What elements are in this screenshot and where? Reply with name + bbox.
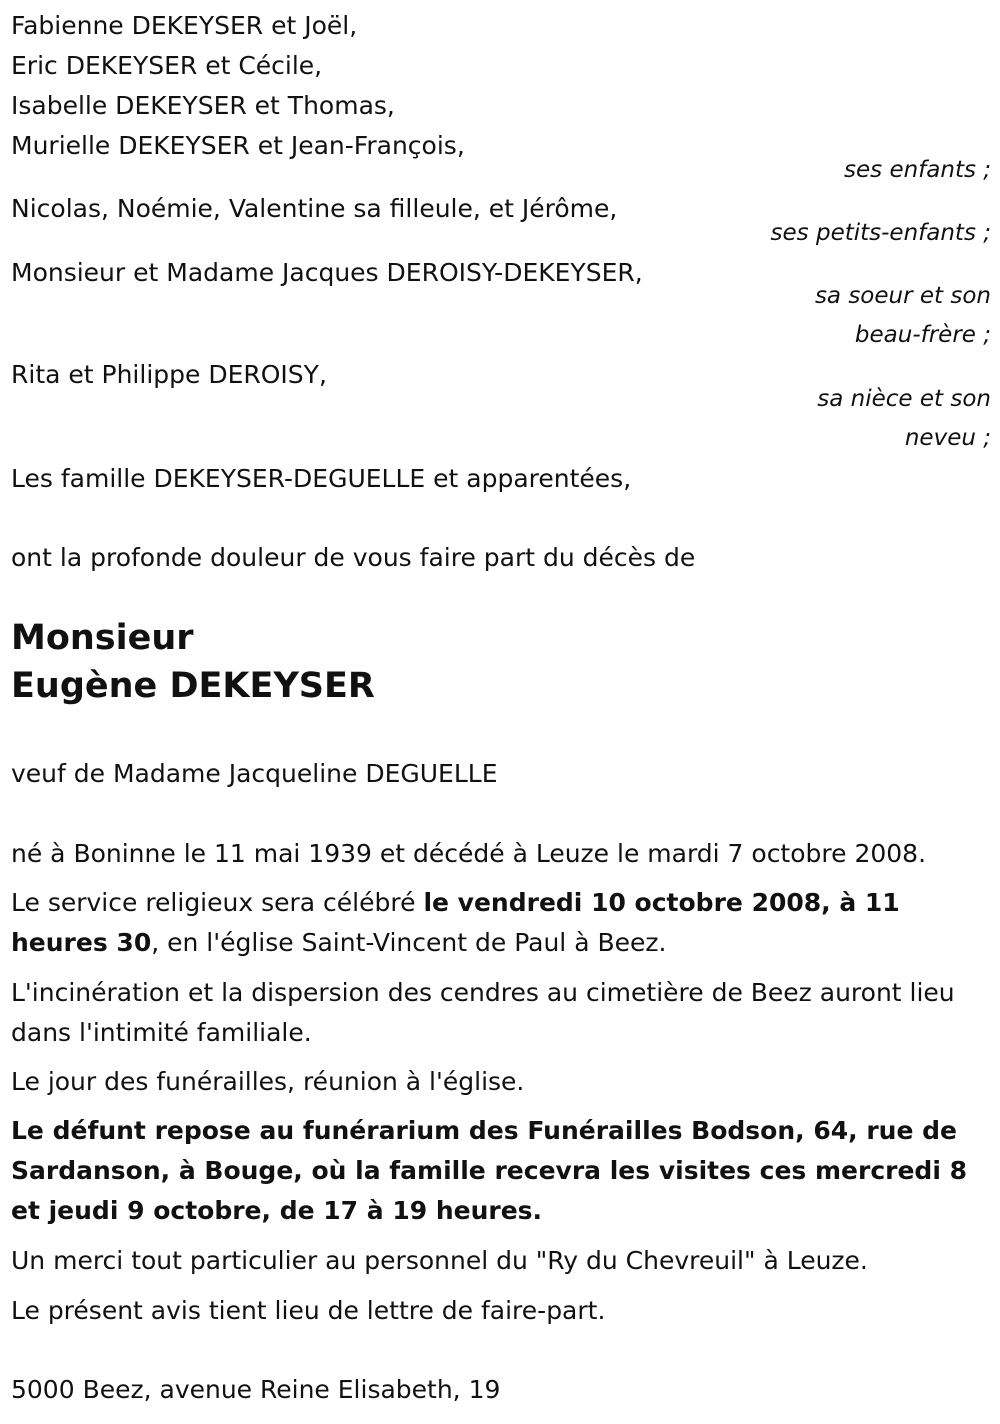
sister-relation-2: beau-frère ; bbox=[854, 322, 991, 348]
service-paragraph bbox=[11, 883, 991, 963]
niece-relation-1: sa nièce et son bbox=[817, 386, 991, 412]
thanks-line: Un merci tout particulier au personnel du "Ry du Chevreuil" à Leuze. bbox=[11, 1246, 868, 1275]
meeting-line: Le jour des funérailles, réunion à l'église. bbox=[11, 1067, 525, 1096]
niece-line: Rita et Philippe DEROISY, bbox=[11, 360, 327, 389]
notice-line: Le présent avis tient lieu de lettre de faire-part. bbox=[11, 1296, 606, 1325]
niece-relation-2: neveu ; bbox=[904, 425, 991, 451]
widower-line: veuf de Madame Jacqueline DEGUELLE bbox=[11, 759, 498, 788]
service-prefix: Le service religieux sera célébré bbox=[11, 888, 424, 917]
service-suffix: , en l'église Saint-Vincent de Paul à Beez. bbox=[151, 928, 667, 957]
service-datetime: le vendredi 10 octobre 2008, à 11 heures 30 bbox=[11, 888, 900, 957]
obituary-notice bbox=[11, 0, 991, 1424]
deceased-name: Eugène DEKEYSER bbox=[11, 666, 375, 706]
birth-death-line: né à Boninne le 11 mai 1939 et décédé à Leuze le mardi 7 octobre 2008. bbox=[11, 839, 927, 868]
cremation-paragraph: L'incinération et la dispersion des cendres au cimetière de Beez auront lieu dans l'intimité familiale. bbox=[11, 978, 955, 1047]
deceased-honorific: Monsieur bbox=[11, 618, 194, 658]
viewing-paragraph: Le défunt repose au funérarium des Funérailles Bodson, 64, rue de Sardanson, à Bouge, où la famille recevra les visites ces mercredi 8 et jeudi 9 octobre, de 17 à 19 heures. bbox=[11, 1116, 967, 1225]
families-line: Les famille DEKEYSER-DEGUELLE et apparentées, bbox=[11, 464, 632, 493]
child-line-1: Fabienne DEKEYSER et Joël, bbox=[11, 11, 358, 40]
child-line-3: Isabelle DEKEYSER et Thomas, bbox=[11, 91, 395, 120]
children-relation: ses enfants ; bbox=[844, 157, 991, 183]
grandchildren-line: Nicolas, Noémie, Valentine sa filleule, et Jérôme, bbox=[11, 194, 618, 223]
child-line-2: Eric DEKEYSER et Cécile, bbox=[11, 51, 323, 80]
sister-line: Monsieur et Madame Jacques DEROISY-DEKEYSER, bbox=[11, 258, 643, 287]
sister-relation-1: sa soeur et son bbox=[814, 283, 991, 309]
announcement: ont la profonde douleur de vous faire part du décès de bbox=[11, 543, 696, 572]
address-line: 5000 Beez, avenue Reine Elisabeth, 19 bbox=[11, 1375, 501, 1404]
grandchildren-relation: ses petits-enfants ; bbox=[770, 220, 991, 246]
child-line-4: Murielle DEKEYSER et Jean-François, bbox=[11, 131, 465, 160]
